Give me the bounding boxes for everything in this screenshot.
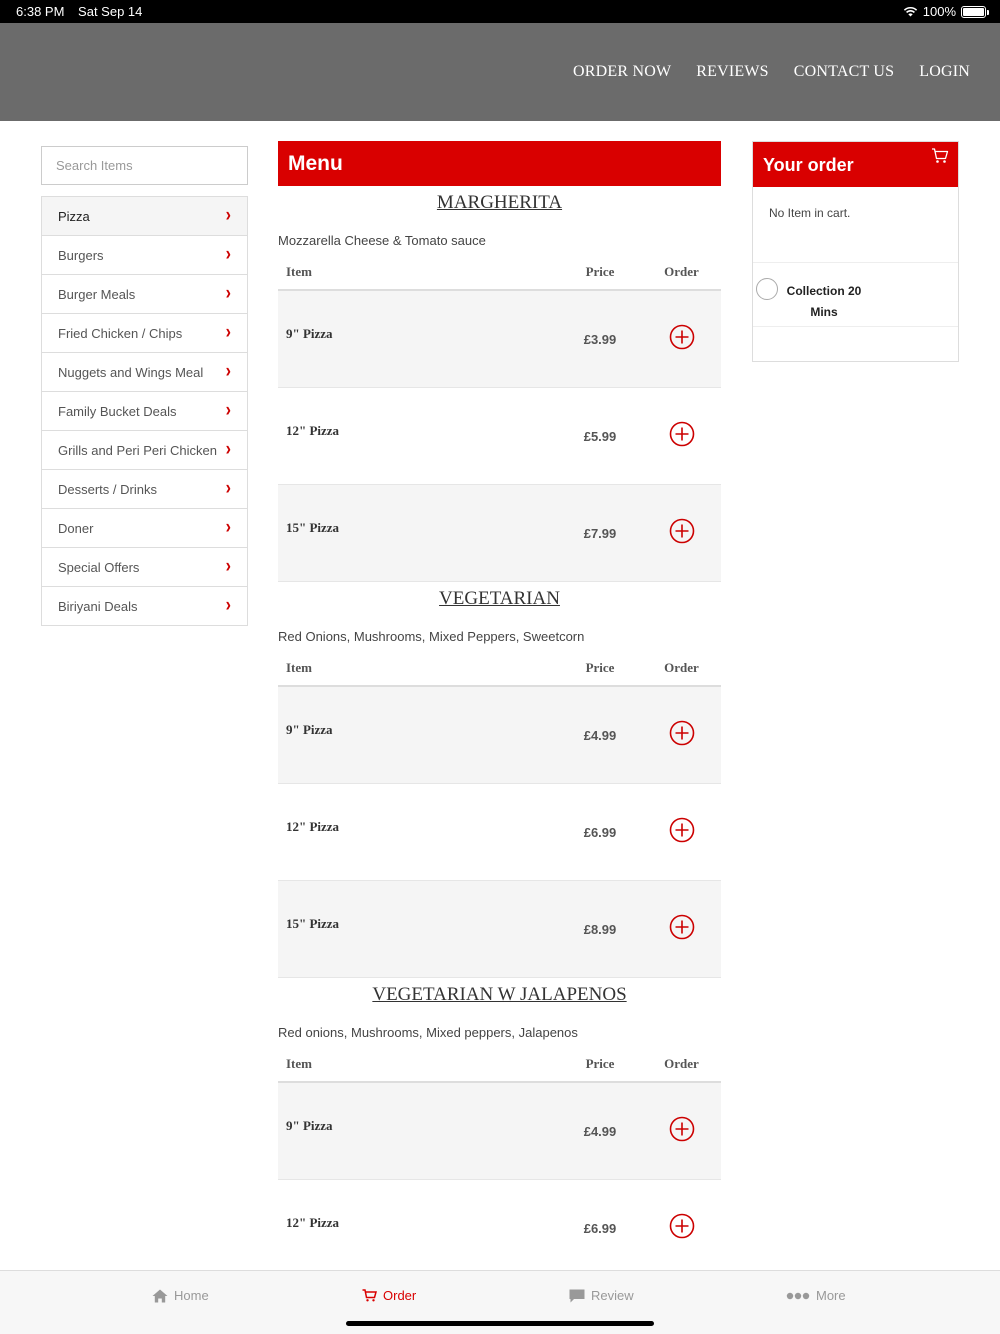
section-description: Mozzarella Cheese & Tomato sauce <box>278 233 486 248</box>
more-icon <box>786 1292 810 1300</box>
category-item[interactable] <box>42 509 247 548</box>
category-label: Burgers <box>58 247 104 263</box>
category-item[interactable] <box>42 392 247 431</box>
order-cell <box>642 1116 721 1147</box>
category-item[interactable] <box>42 275 247 314</box>
cart-icon <box>362 1289 377 1302</box>
tab-home-label: Home <box>174 1288 209 1303</box>
section-title: VEGETARIAN W JALAPENOS <box>372 984 627 1005</box>
section-title: MARGHERITA <box>436 192 563 213</box>
status-bar <box>0 0 1000 23</box>
order-cell <box>642 421 721 452</box>
chevron-right-icon: › <box>225 400 231 421</box>
column-price: Price <box>585 1056 615 1071</box>
collection-option[interactable] <box>753 263 958 327</box>
column-item: Item <box>286 1056 312 1071</box>
add-to-order-button[interactable] <box>669 817 695 843</box>
item-name: 12" Pizza <box>286 1215 340 1230</box>
section-description: Red Onions, Mushrooms, Mixed Peppers, Sweetcorn <box>278 629 585 644</box>
column-item: Item <box>286 264 312 279</box>
chat-icon <box>569 1289 585 1303</box>
order-cell <box>642 324 721 355</box>
section-description: Red onions, Mushrooms, Mixed peppers, Jalapenos <box>278 1025 578 1040</box>
item-price: £6.99 <box>583 1220 617 1236</box>
item-price: £8.99 <box>583 921 617 937</box>
collection-radio[interactable] <box>756 278 778 300</box>
item-price: £3.99 <box>583 331 617 347</box>
add-to-order-button[interactable] <box>669 914 695 940</box>
item-name: 15" Pizza <box>286 916 340 931</box>
status-time: 6:38 PM <box>16 4 65 19</box>
wifi-icon <box>903 6 918 17</box>
chevron-right-icon: › <box>225 361 231 382</box>
tab-home[interactable] <box>152 1288 209 1303</box>
category-item[interactable] <box>42 353 247 392</box>
table-header <box>278 255 721 291</box>
order-panel <box>752 141 959 362</box>
add-to-order-button[interactable] <box>669 1116 695 1142</box>
section-title: VEGETARIAN <box>439 588 560 609</box>
table-header <box>278 1047 721 1083</box>
order-title: Your order <box>763 155 854 175</box>
cart-icon[interactable] <box>931 148 949 164</box>
item-name: 9" Pizza <box>286 326 333 341</box>
order-cell <box>642 720 721 751</box>
site-header <box>0 23 1000 121</box>
tab-review[interactable] <box>569 1288 634 1303</box>
column-price: Price <box>585 660 615 675</box>
menu-section <box>278 978 721 1270</box>
category-label: Pizza <box>58 208 90 224</box>
search-input[interactable] <box>41 146 248 185</box>
item-price: £5.99 <box>583 428 617 444</box>
collection-label: Collection 20 Mins <box>786 284 862 319</box>
add-to-order-button[interactable] <box>669 324 695 350</box>
nav-order-now[interactable]: ORDER NOW <box>573 63 672 80</box>
menu-panel <box>278 141 721 1270</box>
column-order: Order <box>664 264 699 279</box>
battery-icon <box>961 6 986 18</box>
status-left <box>16 4 152 19</box>
chevron-right-icon: › <box>225 439 231 460</box>
tab-review-label: Review <box>591 1288 634 1303</box>
item-price: £7.99 <box>583 525 617 541</box>
add-to-order-button[interactable] <box>669 720 695 746</box>
category-list <box>41 196 248 626</box>
tab-more[interactable] <box>786 1288 846 1303</box>
home-indicator <box>346 1321 654 1326</box>
column-order: Order <box>664 1056 699 1071</box>
chevron-right-icon: › <box>225 322 231 343</box>
menu-sections <box>278 186 721 1270</box>
category-label: Doner <box>58 520 94 536</box>
table-row <box>278 485 721 582</box>
status-right <box>903 4 986 19</box>
order-cell <box>642 518 721 549</box>
category-item[interactable] <box>42 470 247 509</box>
battery-fill <box>963 8 984 16</box>
item-price: £4.99 <box>583 727 617 743</box>
item-name: 15" Pizza <box>286 520 340 535</box>
nav-contact-us[interactable]: CONTACT US <box>793 63 895 80</box>
category-item[interactable] <box>42 236 247 275</box>
item-name: 9" Pizza <box>286 722 333 737</box>
tab-order-label: Order <box>383 1288 417 1303</box>
nav-reviews[interactable]: REVIEWS <box>696 63 769 80</box>
category-item[interactable] <box>42 197 247 236</box>
menu-title: Menu <box>278 141 721 186</box>
category-label: Desserts / Drinks <box>58 481 157 497</box>
table-row <box>278 1083 721 1180</box>
chevron-right-icon: › <box>225 595 231 616</box>
table-row <box>278 881 721 978</box>
category-label: Family Bucket Deals <box>58 403 177 419</box>
table-row <box>278 291 721 388</box>
add-to-order-button[interactable] <box>669 518 695 544</box>
chevron-right-icon: › <box>225 556 231 577</box>
item-name: 12" Pizza <box>286 423 340 438</box>
table-row <box>278 687 721 784</box>
table-header <box>278 651 721 687</box>
category-item[interactable] <box>42 587 247 626</box>
category-label: Fried Chicken / Chips <box>58 325 183 341</box>
add-to-order-button[interactable] <box>669 421 695 447</box>
tab-more-label: More <box>816 1288 846 1303</box>
nav-login[interactable]: LOGIN <box>919 63 970 80</box>
add-to-order-button[interactable] <box>669 1213 695 1239</box>
item-name: 9" Pizza <box>286 1118 333 1133</box>
column-order: Order <box>664 660 699 675</box>
order-empty-message: No Item in cart. <box>753 187 958 263</box>
category-item[interactable] <box>42 548 247 587</box>
home-icon <box>152 1289 168 1303</box>
table-row <box>278 784 721 881</box>
tab-order[interactable] <box>362 1288 416 1303</box>
category-label: Special Offers <box>58 559 140 575</box>
status-date: Sat Sep 14 <box>78 4 143 19</box>
menu-section <box>278 582 721 978</box>
order-cell <box>642 817 721 848</box>
item-price: £6.99 <box>583 824 617 840</box>
chevron-right-icon: › <box>225 244 231 265</box>
chevron-right-icon: › <box>225 517 231 538</box>
column-price: Price <box>585 264 615 279</box>
table-row <box>278 388 721 485</box>
order-header <box>753 142 958 187</box>
order-cell <box>642 914 721 945</box>
menu-section <box>278 186 721 582</box>
category-label: Burger Meals <box>58 286 136 302</box>
order-cell <box>642 1213 721 1244</box>
category-sidebar <box>41 146 248 626</box>
category-label: Biriyani Deals <box>58 598 138 614</box>
order-footer <box>753 327 958 361</box>
item-price: £4.99 <box>583 1123 617 1139</box>
category-label: Nuggets and Wings Meal <box>58 364 204 380</box>
top-nav <box>573 63 970 81</box>
column-item: Item <box>286 660 312 675</box>
chevron-right-icon: › <box>225 478 231 499</box>
category-label: Grills and Peri Peri Chicken <box>58 442 217 458</box>
table-row <box>278 1180 721 1270</box>
category-item[interactable] <box>42 431 247 470</box>
chevron-right-icon: › <box>225 205 231 226</box>
item-name: 12" Pizza <box>286 819 340 834</box>
battery-percent: 100% <box>922 4 956 19</box>
chevron-right-icon: › <box>225 283 231 304</box>
category-item[interactable] <box>42 314 247 353</box>
